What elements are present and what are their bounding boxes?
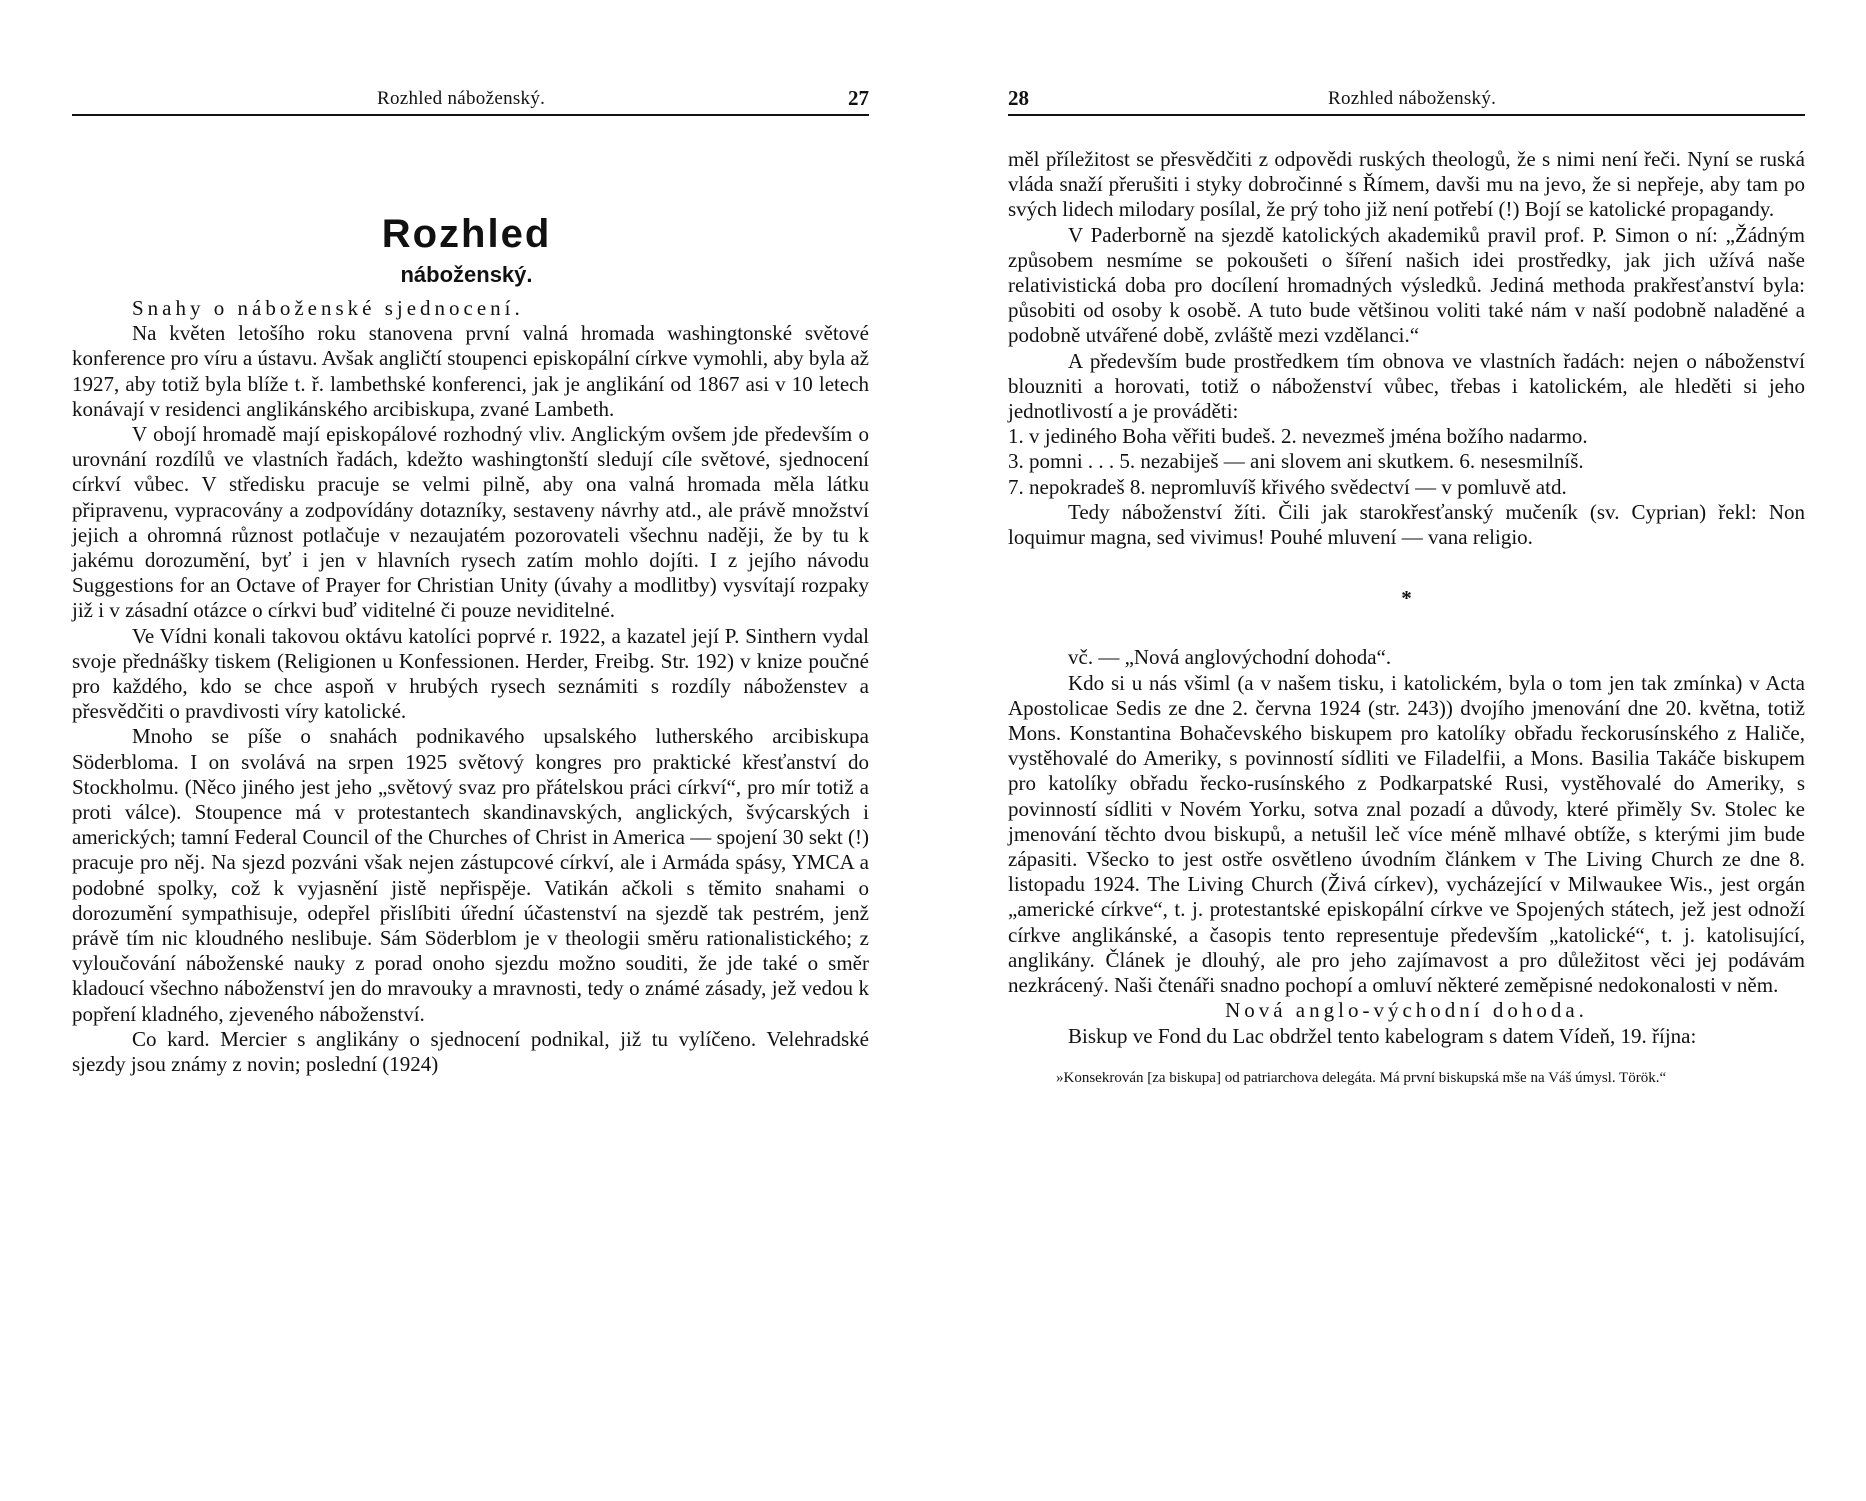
paragraph: Co kard. Mercier s anglikány o sjednocení podnikal, již tu vylíčeno. Velehradské sjezdy jsou známy z novin; poslední (1924) [72, 1026, 869, 1077]
right-column-text [1008, 147, 1805, 1090]
section-line: vč. — „Nová anglovýchodní dohoda“. [1068, 645, 1392, 670]
footnote: »Konsekrován [za biskupa] od patriarchova delegáta. Má první biskupská mše na Váš úmysl. Török.“ [1056, 1069, 1667, 1086]
paragraph: A především bude prostředkem tím obnova ve vlastních řadách: nejen o náboženství blouzniti a horovati, totiž o náboženství vůbec, třebas i katolickém, ale hleděti si jeho jednotlivostí a je prováděti: [1008, 348, 1805, 424]
paragraph: V obojí hromadě mají episkopálové rozhodný vliv. Anglickým ovšem jde především o urovnání rozdílů ve vlastních řadách, kdežto washingtonští sledují cíle světové, sjednocení církví vůbec. V středisku pracuje se velmi pilně, aby ona valná hromada měla látku připravenu, vypracovány a zodpovídány dotazníky, sestaveny návrhy atd., ale právě množství jejich a ohromná různost potlačuje v nezaujatém pozorovateli všechnu naději, že by tu k jakému dorozumění, byť i jen v hlavních rysech zatím mohlo dojíti. I z jejího návodu Suggestions for an Octave of Prayer for Christian Unity (úvahy a modlitby) vysvítají rozpaky již i v zásadní otázce o církvi buď viditelné či pouze neviditelné. [72, 422, 869, 623]
left-column-text [72, 296, 869, 1077]
closing-paragraph: Tedy náboženství žíti. Čili jak starokřesťanský mučeník (sv. Cyprian) řekl: Non loquimur magna, sed vivimus! Pouhé mluvení — vana religio. [1008, 499, 1805, 550]
left-running-head [72, 86, 869, 116]
commandment-line: 7. nepokradeš 8. nepromluvíš křivého svědectví — v pomluvě atd. [1008, 474, 1567, 499]
section-subheading: náboženský. [400, 262, 533, 287]
paragraph: Biskup ve Fond du Lac obdržel tento kabelogram s datem Vídeň, 19. října: [1068, 1023, 1697, 1048]
commandment-line: 1. v jediného Boha věřiti budeš. 2. nevezmeš jména božího nadarmo. [1008, 424, 1588, 449]
article-title: Snahy o náboženské sjednocení. [132, 296, 524, 320]
paragraph: Ve Vídni konali takovou oktávu katolíci poprvé r. 1922, a kazatel její P. Sinthern vydal svoje přednášky tiskem (Religionen u Konfessionen. Herder, Freibg. Str. 192) v knize poučné pro každého, kdo se chce aspoň v hrubých rysech seznámiti s rozdíly náboženstev a přesvědčiti o pravdivosti víry katolické. [72, 623, 869, 724]
paragraph: měl příležitost se přesvědčiti z odpovědi ruských theologů, že s nimi není řeči. Nyní se ruská vláda snaží přerušiti i styky dobročinné s Římem, davši mu na jevo, že si nepřeje, aby tam po svých lidech milodary posílal, že prý toho již není potřebí (!) Bojí se katolické propagandy. [1008, 147, 1805, 222]
commandment-line: 3. pomni . . . 5. nezabiješ — ani slovem ani skutkem. 6. nesesmilníš. [1008, 449, 1584, 474]
subsection-title: Nová anglo-východní dohoda. [1225, 998, 1588, 1023]
paragraph: Mnoho se píše o snahách podnikavého upsalského lutherského arcibiskupa Söderbloma. I on svolává na srpen 1925 světový kongres pro praktické křesťanství do Stockholmu. (Něco jiného jest jeho „světový svaz pro přátelskou práci církví“, pro mír totiž a proti válce). Stoupence má v protestantech skandinavských, anglických, švýcarských i amerických; tamní Federal Council of the Churches of Christ in America — spojení 30 sekt (!) pracuje pro něj. Na sjezd pozváni však nejen zástupcové církví, ale i Armáda spásy, YMCA a podobné spolky, což k vyjasnění jistě nepřispěje. Vatikán ačkoli s těmito snahami o dorozumění sympathisuje, odepřel přislíbiti úřední účastenství na sjezdě tak pestrém, jenž právě tím nic kloudného neslibuje. Sám Söderblom je v theologii směru rationalistického; z vyloučování náboženské nauky z porad onoho sjezdu možno souditi, že jde také o směr kladoucí všechno náboženství jen do mravouky a mravnosti, tedy o známé zásady, jež vedou k popření kladného, zjeveného náboženství. [72, 724, 869, 1026]
right-page-number: 28 [1008, 86, 1029, 110]
right-running-head [1008, 86, 1805, 116]
paragraph: Na květen letošího roku stanovena první valná hromada washingtonské světové konference pro víru a ústavu. Avšak angličtí stoupenci episkopální církve vymohli, aby byla až 1927, aby totiž byla blíže t. ř. lambethské konferenci, jak je anglikání od 1867 asi v 10 letech konávají v residenci anglikánského arcibiskupa, zvané Lambeth. [72, 321, 869, 421]
right-running-title: Rozhled náboženský. [1328, 88, 1497, 109]
left-running-title: Rozhled náboženský. [377, 88, 546, 109]
paragraph: Kdo si u nás všiml (a v našem tisku, i katolickém, byla o tom jen tak zmínka) v Acta Apostolicae Sedis ze dne 2. června 1924 (str. 243)) dvojího jmenování dne 20. května, totiž Mons. Konstantina Bohačevského biskupem pro katolíky obřadu řeckorusínského z Haliče, vystěhovalé do Ameriky, s povinností sídliti ve Filadelfii, a Mons. Basilia Takáče biskupem pro katolíky obřadu řecko-rusínského z Podkarpatské Rusi, vystěhovalé do Ameriky, s povinností sídliti v Novém Yorku, sotva znal pozadí a důvody, které přiměly Sv. Stolec ke jmenování těchto dvou biskupů, a netušil leč více méně mlhavé obtíže, s kterými jim bude zápasiti. Všecko to jest ostře osvětleno úvodním článkem v The Living Church ze dne 8. listopadu 1924. The Living Church (Živá církev), vycházející v Milwaukee Wis., jest orgán „americké církve“, t. j. protestantské episkopální církve ve Spojených státech, jež jest odnoží církve anglikánské, a časopis tento representuje především „katolické“, t. j. katolisující, anglikány. Článek je dlouhý, ale pro jeho zajímavost a pro důležitost věci jej podávám nezkrácený. Naši čtenáři snadno pochopí a omluví některé zeměpisné nedokonalosti v něm. [1008, 670, 1805, 998]
right-page [933, 0, 1866, 1501]
paragraph: V Paderborně na sjezdě katolických akademiků pravil prof. P. Simon o ní: „Žádným způsobem nesmíme se pokoušeti o šíření našich idei prostředky, jak jich užívá naše relativistická doba pro docílení hromadných výsledků. Jediná methoda prakřesťanství byla: působiti od osoby k osobě. A tuto bude většinou voliti také nám v naší podobně naladěné a podobně utvářené době, zvláště mezi vzdělanci.“ [1008, 222, 1805, 348]
left-page-number: 27 [848, 86, 869, 110]
section-separator: * [1401, 586, 1412, 611]
section-heading: Rozhled [381, 212, 552, 256]
